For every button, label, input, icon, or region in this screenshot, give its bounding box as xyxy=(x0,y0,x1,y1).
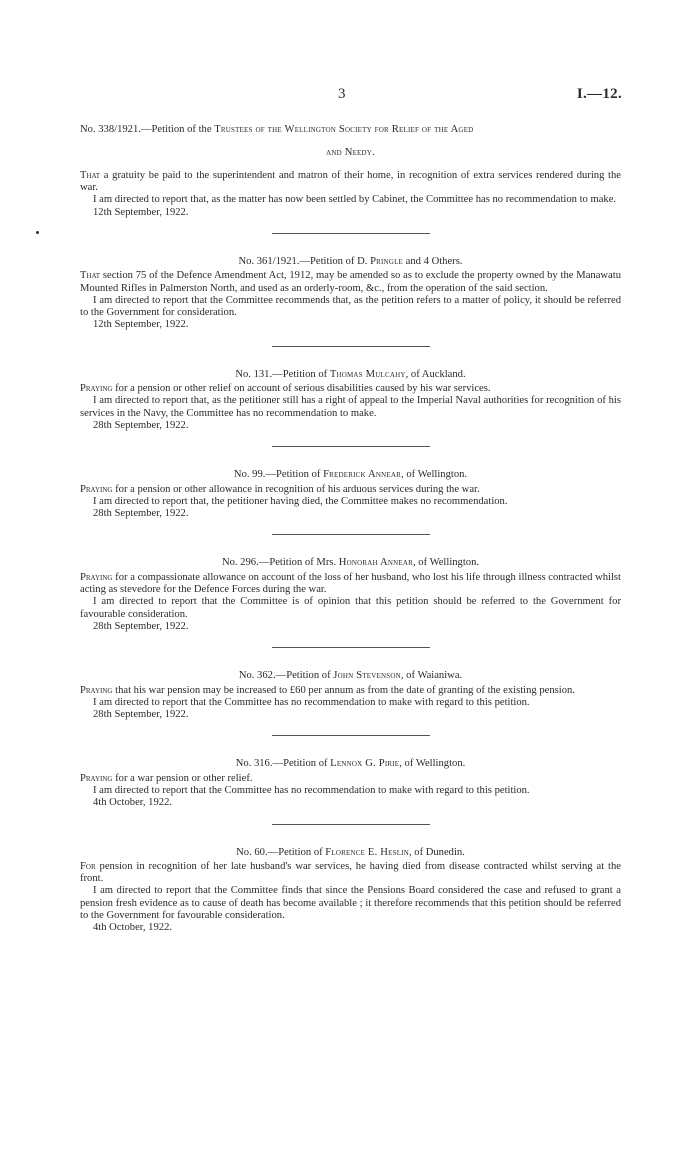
section-divider xyxy=(272,233,430,234)
section-divider xyxy=(272,346,430,347)
petition-report: I am directed to report that the Committee has no recommendation to make with regard to this petition. xyxy=(93,784,530,796)
petition-report: I am directed to report that the Committee has no recommendation to make with regard to this petition. xyxy=(93,696,530,708)
prayer-lead-word: Praying xyxy=(80,571,113,583)
stray-ink-mark xyxy=(36,231,39,234)
petition-title-name: Lennox G. Pirie xyxy=(330,758,400,770)
petition-date: 28th September, 1922. xyxy=(93,508,189,520)
petition-title-name: Trustees of the Wellington Society for Relief of the Aged xyxy=(214,124,474,135)
petition-title-prefix: No. 338/1921.—Petition of the xyxy=(80,124,215,135)
petition-report: I am directed to report that the Committee is of opinion that this petition should be referred to the Government for favourable consideration. xyxy=(80,596,621,620)
petition-title-suffix: , of Dunedin. xyxy=(408,846,465,858)
petition-316 xyxy=(80,758,621,809)
prayer-text: for a compassionate allowance on account of the loss of her husband, who lost his life through illness contracted whilst acting as stevedore for the Defence Forces during the war. xyxy=(80,571,621,596)
petition-prayer xyxy=(80,861,621,886)
prayer-lead-word: Praying xyxy=(80,772,113,784)
petition-title xyxy=(80,369,621,381)
petition-131 xyxy=(80,369,621,432)
page-header xyxy=(0,86,700,108)
petition-title xyxy=(80,256,621,268)
petition-prayer xyxy=(80,484,621,496)
petition-date: 28th September, 1922. xyxy=(93,419,189,431)
petition-title-prefix: No. 99.—Petition of xyxy=(233,469,324,481)
petition-title xyxy=(80,847,621,859)
petition-title-suffix: , of Waianiwa. xyxy=(400,670,463,682)
prayer-lead-word: That xyxy=(80,270,101,282)
petition-title-name: Florence E. Heslin xyxy=(325,846,409,858)
petition-title-name: Honorah Annear xyxy=(338,557,413,569)
petition-date: 28th September, 1922. xyxy=(93,709,189,721)
section-divider xyxy=(272,735,430,736)
petition-prayer xyxy=(80,773,621,785)
petition-prayer xyxy=(80,572,621,597)
petition-title-prefix: No. 316.—Petition of xyxy=(235,758,331,770)
petition-title-suffix: and 4 Others. xyxy=(403,255,463,267)
section-divider xyxy=(272,824,430,825)
petition-title-name: Pringle xyxy=(370,255,404,267)
prayer-text: for a pension or other relief on account of serious disabilities caused by his war services. xyxy=(112,383,491,395)
petition-title xyxy=(80,469,621,481)
petition-title-name: Frederick Annear xyxy=(323,469,402,481)
petition-361 xyxy=(80,256,621,332)
petition-prayer xyxy=(80,270,621,295)
document-reference: I.—12. xyxy=(576,86,622,102)
petition-title-suffix: , of Auckland. xyxy=(405,368,466,380)
petition-338 xyxy=(80,124,621,219)
petition-title xyxy=(80,758,621,770)
petition-362 xyxy=(80,670,621,721)
petition-title-suffix: , of Wellington. xyxy=(399,758,466,770)
petition-date: 12th September, 1922. xyxy=(93,319,189,331)
section-divider xyxy=(272,534,430,535)
petition-report: I am directed to report that the Committee recommends that, as the petition refers to a matter of policy, it should be referred to the Government for consideration. xyxy=(80,294,621,319)
prayer-text: a gratuity be paid to the superintendent and matron of their home, in recognition of extra services rendered during the war. xyxy=(80,169,621,194)
prayer-lead-word: That xyxy=(80,169,101,181)
prayer-text: that his war pension may be increased to £60 per annum as from the date of granting of the existing pension. xyxy=(112,684,575,696)
petition-title-name: John Stevenson xyxy=(333,670,401,682)
prayer-lead-word: Praying xyxy=(80,383,113,395)
petition-title-prefix: No. 60.—Petition of xyxy=(236,846,326,858)
petition-title-suffix: , of Wellington. xyxy=(401,469,468,481)
petition-date: 4th October, 1922. xyxy=(93,922,173,934)
petition-date: 4th October, 1922. xyxy=(93,797,173,809)
petition-title-prefix: No. 131.—Petition of xyxy=(235,368,330,380)
page-number: 3 xyxy=(338,86,346,102)
petition-title xyxy=(80,124,621,136)
prayer-text: for a war pension or other relief. xyxy=(112,772,253,784)
petition-title xyxy=(80,557,621,569)
petition-title-prefix: No. 361/1921.—Petition of D. xyxy=(238,255,371,267)
petition-title-suffix: , of Wellington. xyxy=(413,557,480,569)
prayer-text: section 75 of the Defence Amendment Act, 1912, may be amended so as to exclude the property owned by the Manawatu Mounted Rifles in Palmerston North, and used as an orderly-room, &c., from the operation of the said section. xyxy=(80,270,621,294)
prayer-lead-word: For xyxy=(80,860,96,872)
petition-title-name: Thomas Mulcahy xyxy=(329,368,406,380)
section-divider xyxy=(272,647,430,648)
section-divider xyxy=(272,446,430,447)
petition-99 xyxy=(80,469,621,520)
petition-title xyxy=(80,670,621,682)
petition-60 xyxy=(80,847,621,935)
petition-date: 28th September, 1922. xyxy=(93,620,189,632)
petitions-list xyxy=(80,124,621,935)
petition-date: 12th September, 1922. xyxy=(93,206,189,218)
petition-report: I am directed to report that the Committee finds that since the Pensions Board considered the case and refused to grant a pension fresh evidence as to cause of death has become available ; it therefore recommends that this petition should be referred to the Government for favourable consideration. xyxy=(80,885,621,922)
petition-report: I am directed to report that, as the matter has now been settled by Cabinet, the Committee has no recommendation to make. xyxy=(93,194,617,206)
prayer-lead-word: Praying xyxy=(80,483,113,495)
prayer-text: pension in recognition of her late husband's war services, he having died from disease contracted whilst serving at the front. xyxy=(80,860,621,885)
petition-title-prefix: No. 296.—Petition of Mrs. xyxy=(221,557,339,569)
petition-report: I am directed to report that, the petitioner having died, the Committee makes no recommendation. xyxy=(93,495,508,507)
petition-296 xyxy=(80,557,621,633)
petition-title-prefix: No. 362.—Petition of xyxy=(238,670,334,682)
prayer-text: for a pension or other allowance in recognition of his arduous services during the war. xyxy=(112,483,480,495)
petition-prayer xyxy=(80,170,621,195)
petition-prayer xyxy=(80,685,621,697)
prayer-lead-word: Praying xyxy=(80,684,113,696)
petition-title-name-continued: and Needy. xyxy=(326,146,375,158)
petition-report: I am directed to report that, as the petitioner still has a right of appeal to the Imperial Naval authorities for recognition of his services in the Navy, the Committee has no recommendation to make. xyxy=(80,395,621,419)
petition-prayer xyxy=(80,383,621,395)
